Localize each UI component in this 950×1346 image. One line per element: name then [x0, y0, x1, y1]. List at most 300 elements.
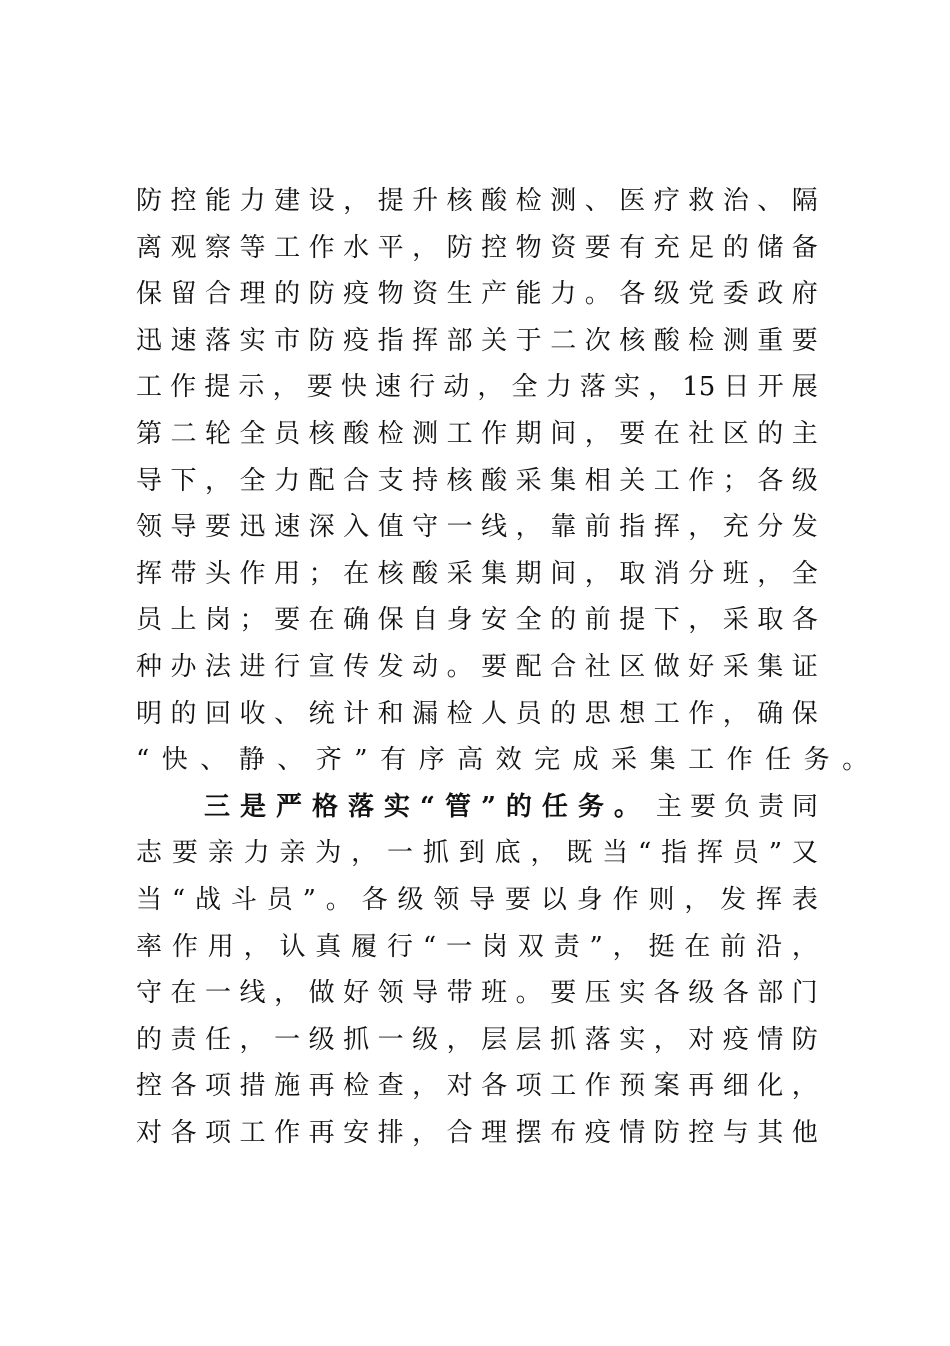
glyph: 思: [584, 698, 611, 729]
glyph: ，: [688, 605, 715, 636]
glyph: 社: [688, 418, 715, 449]
glyph: ，: [722, 698, 749, 729]
glyph: 工: [446, 418, 473, 449]
glyph: 集: [550, 465, 577, 496]
glyph: 安: [343, 1117, 370, 1148]
glyph: 采: [446, 558, 473, 589]
glyph: 进: [239, 651, 266, 682]
glyph: 部: [757, 978, 784, 1009]
text-line: [136, 551, 818, 598]
glyph: 检: [688, 325, 715, 356]
glyph: “: [171, 884, 186, 915]
glyph: 备: [791, 232, 818, 263]
glyph: 力: [550, 279, 577, 310]
glyph: 迅: [239, 512, 266, 543]
glyph: 作: [171, 931, 198, 962]
glyph: 用: [274, 558, 301, 589]
glyph: 的: [274, 279, 301, 310]
glyph: ，: [239, 1024, 266, 1055]
glyph: 化: [757, 1071, 784, 1102]
glyph: 充: [653, 232, 680, 263]
glyph: 核: [377, 558, 404, 589]
glyph: 动: [412, 651, 439, 682]
glyph: 作: [584, 1071, 611, 1102]
glyph: 作: [308, 232, 335, 263]
glyph: 资: [412, 279, 439, 310]
glyph: 物: [515, 232, 542, 263]
glyph: 核: [308, 418, 335, 449]
glyph: 回: [205, 698, 232, 729]
glyph: 工: [136, 372, 163, 403]
glyph: 检: [343, 1071, 370, 1102]
glyph: 领: [377, 978, 404, 1009]
glyph: 要: [791, 325, 818, 356]
glyph: 力: [243, 838, 270, 869]
text-line: [136, 830, 818, 877]
glyph: 一: [446, 931, 473, 962]
glyph: 亲: [207, 838, 234, 869]
glyph: 要: [550, 978, 577, 1009]
glyph: 产: [481, 279, 508, 310]
glyph: 工: [550, 1071, 577, 1102]
glyph: 抓: [550, 1024, 577, 1055]
glyph: 次: [584, 325, 611, 356]
glyph: 发: [377, 651, 404, 682]
glyph: 深: [308, 512, 335, 543]
text-line: [136, 970, 818, 1017]
glyph: 层: [515, 1024, 542, 1055]
glyph: 治: [722, 186, 749, 216]
glyph: ”: [768, 838, 783, 869]
glyph: 责: [170, 1024, 197, 1055]
glyph: 作: [274, 1117, 301, 1148]
glyph: 责: [757, 791, 784, 822]
glyph: 支: [377, 465, 404, 496]
glyph: 建: [274, 186, 301, 216]
glyph: 采: [515, 465, 542, 496]
glyph: 。: [446, 651, 473, 682]
glyph: 一: [446, 512, 473, 543]
glyph: 酸: [653, 325, 680, 356]
glyph: 防: [446, 232, 473, 263]
glyph: 关: [481, 325, 508, 356]
text-line: [136, 691, 818, 738]
text-line: [136, 877, 818, 924]
glyph: 保: [791, 698, 818, 729]
glyph: 医: [619, 186, 646, 216]
glyph: 对: [688, 1024, 715, 1055]
glyph: 取: [619, 558, 646, 589]
glyph: 又: [791, 838, 818, 869]
glyph: 要: [689, 791, 716, 822]
glyph: 认: [279, 931, 306, 962]
glyph: 落: [579, 372, 606, 403]
text-line: [136, 271, 818, 318]
glyph: 的: [170, 698, 197, 729]
glyph: 集: [481, 558, 508, 589]
glyph: 观: [170, 232, 197, 263]
glyph: 自: [412, 605, 439, 636]
glyph: 酸: [481, 465, 508, 496]
glyph: 工: [653, 465, 680, 496]
glyph: 线: [239, 978, 266, 1009]
glyph: 沿: [756, 931, 783, 962]
glyph: 各: [361, 884, 388, 915]
glyph: 速: [170, 325, 197, 356]
glyph: 要: [584, 232, 611, 263]
glyph: 作: [688, 698, 715, 729]
glyph: 疫: [343, 325, 370, 356]
glyph: 在: [343, 558, 370, 589]
glyph: 好: [343, 978, 370, 1009]
glyph: 摆: [515, 1117, 542, 1148]
glyph: ，: [412, 1117, 439, 1148]
glyph: 的: [550, 698, 577, 729]
glyph: 发: [791, 512, 818, 543]
glyph: 开: [757, 372, 784, 403]
text-line: [136, 644, 818, 691]
glyph: 查: [377, 1071, 404, 1102]
glyph: 防: [136, 186, 163, 216]
glyph: ，: [584, 418, 611, 449]
glyph: 要: [205, 512, 232, 543]
glyph: 的: [722, 232, 749, 263]
glyph: 全: [511, 372, 538, 403]
glyph: ，: [343, 186, 370, 216]
glyph: 区: [722, 418, 749, 449]
glyph: ，: [684, 884, 711, 915]
glyph: 级: [308, 1024, 335, 1055]
glyph: 工: [239, 1117, 266, 1148]
glyph: ，: [612, 931, 639, 962]
glyph: 力: [239, 186, 266, 216]
glyph: 真: [315, 931, 342, 962]
glyph: 传: [343, 651, 370, 682]
glyph: ，: [515, 512, 542, 543]
text-line: [136, 1017, 818, 1064]
glyph: 做: [653, 651, 680, 682]
glyph: 配: [515, 651, 542, 682]
glyph: 酸: [412, 558, 439, 589]
glyph: 分: [757, 512, 784, 543]
glyph: 级: [688, 978, 715, 1009]
glyph: 人: [481, 698, 508, 729]
glyph: 领: [136, 512, 163, 543]
glyph: 充: [722, 512, 749, 543]
glyph: ，: [791, 1071, 818, 1102]
glyph: 实: [619, 978, 646, 1009]
glyph: 则: [648, 884, 675, 915]
glyph: 岗: [205, 605, 232, 636]
glyph: 检: [446, 698, 473, 729]
glyph: 实: [239, 325, 266, 356]
glyph: 岗: [481, 931, 508, 962]
glyph: 测: [412, 418, 439, 449]
glyph: 采: [722, 605, 749, 636]
glyph: 率: [136, 931, 163, 962]
glyph: 身: [446, 605, 473, 636]
glyph: 在: [308, 605, 335, 636]
glyph: 于: [515, 325, 542, 356]
glyph: 区: [619, 651, 646, 682]
glyph: 疗: [653, 186, 680, 216]
glyph: 明: [136, 698, 163, 729]
glyph: 行: [409, 372, 436, 403]
glyph: 作: [481, 418, 508, 449]
glyph: 指: [619, 512, 646, 543]
glyph: 实: [619, 1024, 646, 1055]
glyph: ，: [351, 838, 378, 869]
glyph: ，: [530, 838, 557, 869]
glyph: 身: [576, 884, 603, 915]
glyph: 好: [688, 651, 715, 682]
glyph: 控: [136, 1071, 163, 1102]
glyph: 。: [325, 884, 352, 915]
glyph: 员: [266, 884, 293, 915]
glyph: 负: [723, 791, 750, 822]
glyph: 头: [205, 558, 232, 589]
glyph: 提: [377, 186, 404, 216]
glyph: 设: [308, 186, 335, 216]
glyph: 期: [515, 418, 542, 449]
glyph: 各: [619, 279, 646, 310]
glyph: 宣: [308, 651, 335, 682]
glyph: 、: [757, 186, 784, 216]
glyph: 导: [136, 465, 163, 496]
glyph: 行: [387, 931, 414, 962]
glyph: 救: [688, 186, 715, 216]
glyph: 提: [204, 372, 231, 403]
glyph: 抓: [422, 838, 449, 869]
glyph: 要: [505, 884, 532, 915]
glyph: ，: [477, 372, 504, 403]
glyph: 员: [136, 605, 163, 636]
glyph: 志: [136, 838, 163, 869]
glyph: 储: [757, 232, 784, 263]
glyph: ，: [648, 372, 675, 403]
glyph: 15: [682, 372, 716, 403]
glyph: 导: [469, 884, 496, 915]
glyph: 委: [722, 279, 749, 310]
glyph: 一: [274, 1024, 301, 1055]
glyph: 集: [757, 651, 784, 682]
glyph: 全: [239, 465, 266, 496]
glyph: 要: [306, 372, 333, 403]
glyph: 疫: [343, 279, 370, 310]
glyph: 指: [661, 838, 688, 869]
glyph: 对: [446, 1071, 473, 1102]
glyph: 施: [274, 1071, 301, 1102]
glyph: 察: [205, 232, 232, 263]
glyph: 升: [412, 186, 439, 216]
glyph: 动: [443, 372, 470, 403]
glyph: 主: [655, 791, 682, 822]
glyph: 作: [612, 884, 639, 915]
glyph: 二: [550, 325, 577, 356]
glyph: 一: [387, 838, 414, 869]
glyph: 再: [308, 1117, 335, 1148]
glyph: 再: [308, 1071, 335, 1102]
text-line: [136, 364, 818, 411]
glyph: 、: [274, 698, 301, 729]
glyph: 做: [308, 978, 335, 1009]
glyph: 市: [274, 325, 301, 356]
glyph: 关: [619, 465, 646, 496]
glyph: 层: [481, 1024, 508, 1055]
glyph: 取: [757, 605, 784, 636]
glyph: 保: [377, 605, 404, 636]
glyph: 府: [791, 279, 818, 310]
glyph: 采: [722, 651, 749, 682]
glyph: 各: [791, 605, 818, 636]
glyph: 有: [619, 232, 646, 263]
glyph: 措: [239, 1071, 266, 1102]
glyph: 各: [757, 465, 784, 496]
glyph: 领: [433, 884, 460, 915]
glyph: 前: [720, 931, 747, 962]
glyph: 带: [446, 978, 473, 1009]
glyph: 留: [170, 279, 197, 310]
glyph: 物: [377, 279, 404, 310]
glyph: ，: [274, 978, 301, 1009]
glyph: 项: [515, 1071, 542, 1102]
glyph: 合: [550, 651, 577, 682]
glyph: 以: [540, 884, 567, 915]
text-line: [136, 458, 818, 505]
glyph: 排: [377, 1117, 404, 1148]
glyph: 控: [688, 1117, 715, 1148]
glyph: 期: [515, 558, 542, 589]
glyph: ”: [589, 931, 603, 962]
glyph: 控: [170, 186, 197, 216]
glyph: 员: [274, 418, 301, 449]
glyph: ；: [239, 605, 266, 636]
glyph: 班: [722, 558, 749, 589]
glyph: 在: [170, 978, 197, 1009]
glyph: ，: [412, 232, 439, 263]
glyph: 守: [136, 978, 163, 1009]
glyph: 斗: [230, 884, 257, 915]
glyph: 抓: [343, 1024, 370, 1055]
glyph: 各: [481, 1071, 508, 1102]
section-heading: 三是严格落实“管”的任务。: [204, 791, 650, 822]
glyph: 挥: [697, 838, 724, 869]
glyph: 提: [619, 605, 646, 636]
glyph: “: [638, 838, 652, 869]
glyph: 级: [397, 884, 424, 915]
glyph: 带: [170, 558, 197, 589]
glyph: 要: [274, 605, 301, 636]
glyph: 要: [481, 651, 508, 682]
glyph: 级: [791, 465, 818, 496]
glyph: 间: [550, 558, 577, 589]
glyph: 政: [757, 279, 784, 310]
glyph: 防: [308, 325, 335, 356]
glyph: 检: [515, 186, 542, 216]
text-line: [136, 504, 818, 551]
text-line: [136, 178, 818, 225]
glyph: 各: [722, 978, 749, 1009]
glyph: 速: [274, 512, 301, 543]
glyph: 力: [274, 465, 301, 496]
glyph: 布: [550, 1117, 577, 1148]
glyph: 要: [171, 838, 198, 869]
text-line: [136, 1063, 818, 1110]
glyph: 前: [584, 512, 611, 543]
glyph: 轮: [205, 418, 232, 449]
glyph: 生: [446, 279, 473, 310]
glyph: 主: [791, 418, 818, 449]
glyph: 情: [757, 1024, 784, 1055]
glyph: 工: [274, 232, 301, 263]
glyph: 全: [515, 605, 542, 636]
glyph: 其: [757, 1117, 784, 1148]
glyph: 消: [653, 558, 680, 589]
glyph: 各: [170, 1071, 197, 1102]
glyph: 计: [343, 698, 370, 729]
glyph: 确: [757, 698, 784, 729]
glyph: 的: [550, 605, 577, 636]
glyph: 细: [722, 1071, 749, 1102]
glyph: 。: [584, 279, 611, 310]
glyph: 控: [481, 232, 508, 263]
glyph: 示: [238, 372, 265, 403]
glyph: 全: [791, 558, 818, 589]
glyph: 日: [723, 372, 750, 403]
glyph: 下: [170, 465, 197, 496]
text-line: [136, 225, 818, 272]
glyph: ，: [272, 372, 299, 403]
glyph: 前: [584, 605, 611, 636]
glyph: ，: [757, 558, 784, 589]
glyph: 疫: [722, 1024, 749, 1055]
glyph: 作: [688, 465, 715, 496]
glyph: 指: [377, 325, 404, 356]
glyph: 力: [545, 372, 572, 403]
glyph: 核: [446, 186, 473, 216]
glyph: 和: [377, 698, 404, 729]
glyph: ，: [584, 558, 611, 589]
glyph: 既: [566, 838, 593, 869]
glyph: 他: [791, 1117, 818, 1148]
glyph: 情: [619, 1117, 646, 1148]
glyph: 法: [205, 651, 232, 682]
glyph: 值: [377, 512, 404, 543]
glyph: 合: [343, 465, 370, 496]
glyph: 同: [791, 791, 818, 822]
glyph: 核: [619, 325, 646, 356]
glyph: 重: [757, 325, 784, 356]
glyph: 守: [412, 512, 439, 543]
glyph: ，: [653, 1024, 680, 1055]
glyph: 上: [170, 605, 197, 636]
glyph: 一: [205, 978, 232, 1009]
glyph: 防: [653, 1117, 680, 1148]
glyph: 二: [170, 418, 197, 449]
glyph: 分: [688, 558, 715, 589]
glyph: “: [422, 931, 437, 962]
text-line: [136, 597, 818, 644]
glyph: 资: [550, 232, 577, 263]
glyph: 统: [308, 698, 335, 729]
glyph: 、: [584, 186, 611, 216]
glyph: 能: [515, 279, 542, 310]
heading-line-rest: [656, 784, 818, 831]
glyph: 对: [136, 1117, 163, 1148]
glyph: ，: [243, 931, 270, 962]
glyph: 底: [494, 838, 521, 869]
text-line: [136, 1110, 818, 1157]
